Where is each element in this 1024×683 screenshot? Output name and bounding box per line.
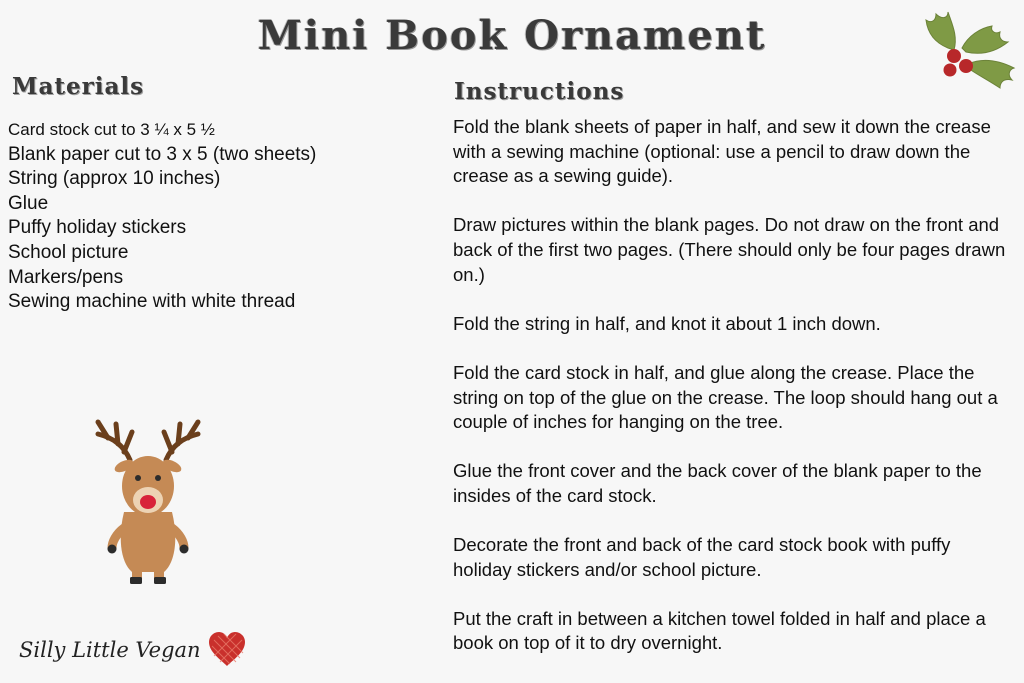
list-item: Card stock cut to 3 ¼ x 5 ½ [8, 120, 215, 139]
list-item: Sewing machine with white thread [8, 291, 296, 313]
page-title: Mini Book Ornament [257, 12, 767, 59]
instruction-step: Put the craft in between a kitchen towel folded in half and place a book on top of it to dry overnight. [453, 607, 986, 654]
list-item: Markers/pens [8, 266, 124, 288]
list-item: Blank paper cut to 3 x 5 (two sheets) [8, 143, 317, 165]
instruction-step: Decorate the front and back of the card stock book with puffy holiday stickers and/or school picture. [453, 534, 951, 580]
list-item: String (approx 10 inches) [8, 168, 221, 190]
list-item: School picture [8, 241, 129, 263]
instruction-step: Fold the card stock in half, and glue along the crease. Place the string on top of the glue on the crease. The loop should hang out a couple of inches for hanging on the tree. [453, 361, 998, 433]
instruction-step: Fold the blank sheets of paper in half, and sew it down the crease with a sewing machine (optional: use a pencil to draw down the crease as a sewing guide). [453, 116, 991, 187]
heart-icon [206, 628, 248, 670]
holly-icon [918, 6, 1022, 90]
instructions-heading: Instructions [454, 78, 625, 105]
signature: Silly Little Vegan [19, 638, 201, 662]
instructions-list [453, 115, 1013, 656]
instruction-step: Draw pictures within the blank pages. Do not draw on the front and back of the first two pages. (There should only be four pages drawn on.) [453, 214, 1006, 285]
materials-list [8, 118, 428, 315]
list-item: Glue [8, 192, 49, 214]
instruction-step: Glue the front cover and the back cover of the blank paper to the insides of the card stock. [453, 460, 982, 506]
list-item: Puffy holiday stickers [8, 217, 187, 239]
materials-heading: Materials [12, 73, 145, 100]
instruction-step: Fold the string in half, and knot it about 1 inch down. [453, 312, 881, 334]
reindeer-icon [84, 416, 212, 588]
